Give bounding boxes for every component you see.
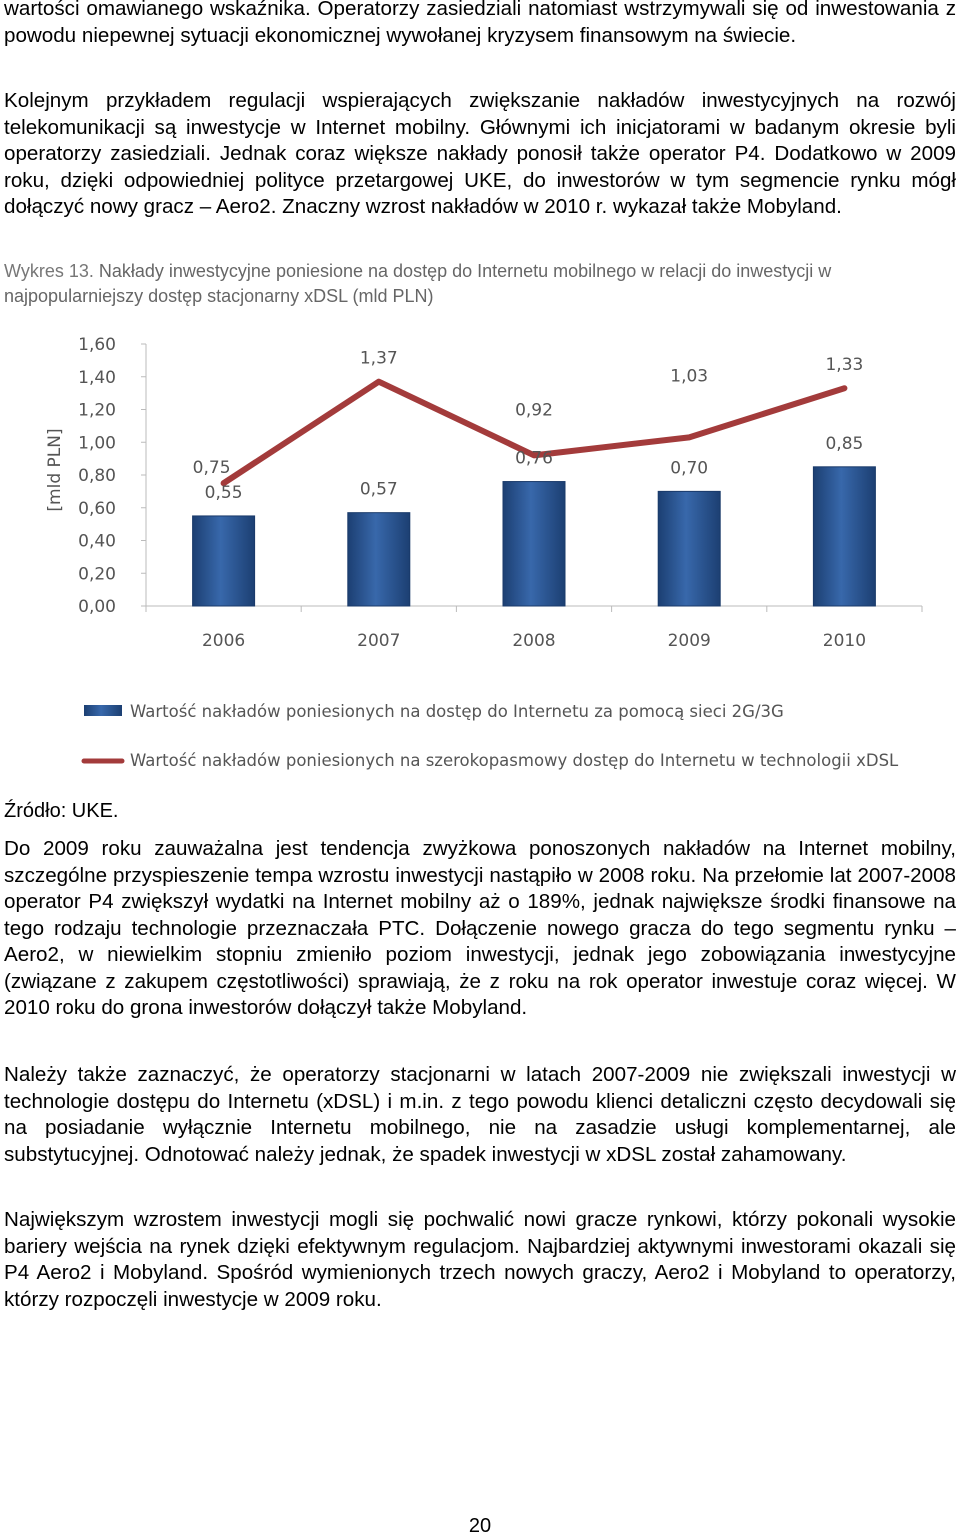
x-tick-label: 2009: [667, 631, 711, 651]
y-tick-label: 1,40: [78, 367, 116, 388]
bar-value-label: 0,76: [515, 448, 553, 469]
paragraph-1: wartości omawianego wskaźnika. Operatorzy zasiedziali natomiast wstrzymywali się od inwestowania z powodu niepewnej sytuacji ekonomicznej wywołanej kryzysem finansowym na świecie.: [4, 0, 956, 47]
paragraph-4: Należy także zaznaczyć, że operatorzy stacjonarni w latach 2007-2009 nie zwiększali inwestycji w technologie dostępu do Internetu (xDSL) i m.in. z tego powodu klienci detaliczni często decydowali się na posiadanie wyłącznie Internetu mobilnego, nie na zasadzie usługi komplementarnej, ale substytucyjnej. Odnotować należy jednak, że spadek inwestycji w xDSL został zahamowany.: [4, 1063, 956, 1166]
legend: [84, 702, 899, 770]
bar-value-label: 0,55: [204, 482, 243, 503]
bar-value-label: 0,57: [359, 479, 398, 500]
line-point: [687, 435, 691, 439]
paragraph-3: Do 2009 roku zauważalna jest tendencja zwyżkowa ponoszonych nakładów na Internet mobilny, szczególne przyspieszenie tempa wzrostu inwestycji nastąpiło w 2008 roku. Na przełomie lat 2007-2008 operator P4 zwiększył wydatki na Internet mobilny aż o 189%, jednak największe środki finansowe na tego rodzaju technologie przeznaczała PTC. Dołączenie nowego gracza do tego segmentu rynku – Aero2, w niewielkim stopniu zmieniło poziom inwestycji, jednak jego zobowiązania inwestycyjne (związane z zakupem częstotliwości) sprawiają, że z roku na rok operator inwestuje coraz więcej. W 2010 roku do grona inwestorów dołączył także Mobyland.: [4, 837, 956, 1019]
line-point: [842, 386, 846, 390]
y-tick-label: 1,20: [78, 400, 116, 421]
data-labels: [193, 349, 864, 503]
bar: [813, 467, 875, 606]
bar: [658, 491, 720, 606]
line-value-label: 1,33: [825, 355, 864, 376]
bar: [503, 482, 565, 606]
figure-caption: [4, 259, 956, 309]
y-tick-label: 0,60: [78, 498, 116, 519]
caption-text: Nakłady inwestycyjne poniesione na dostęp do Internetu mobilnego w relacji do inwestycji w najpopularniejszy dostęp stacjonarny xDSL (mld PLN): [4, 261, 832, 306]
paragraph-2: Kolejnym przykładem regulacji wspierających zwiększanie nakładów inwestycyjnych na rozwój telekomunikacji są inwestycje w Internet mobilny. Głównymi ich inicjatorami w badanym okresie byli operatorzy zasiedziali. Jednak coraz większe nakłady ponosił także operator P4. Dodatkowo w 2009 roku, dzięki odpowiedniej polityce przetargowej UKE, do inwestorów w tym segmencie rynku mógł dołączyć nowy gracz – Aero2. Znaczny wzrost nakładów w 2010 r. wykazał także Mobyland.: [4, 89, 956, 218]
line-series: [222, 380, 847, 486]
line-point: [377, 380, 381, 384]
paragraph-5: Największym wzrostem inwestycji mogli się pochwalić nowi gracze rynkowi, którzy pokonali wysokie bariery wejścia na rynek dzięki efektywnym regulacjom. Najbardziej aktywnymi inwestorami okazali się P4 Aero2 i Mobyland. Spośród wymienionych trzech nowych graczy, Aero2 i Mobyland to operatorzy, którzy rozpoczęli inwestycje w 2009 roku.: [4, 1208, 956, 1311]
bar-value-label: 0,70: [670, 458, 709, 479]
x-tick-label: 2006: [201, 631, 246, 651]
y-axis-label: [mld PLN]: [45, 428, 65, 512]
y-tick-label: 0,40: [78, 531, 116, 552]
bar-value-label: 0,85: [825, 433, 864, 454]
bar: [348, 513, 410, 606]
y-tick-label: 0,20: [78, 564, 116, 585]
y-tick-label: 0,00: [78, 597, 116, 617]
x-axis: [146, 606, 922, 651]
x-tick-label: 2010: [822, 631, 867, 651]
legend-line-label: Wartość nakładów poniesionych na szerokopasmowy dostęp do Internetu w technologii xDSL: [130, 751, 899, 770]
y-axis: [78, 335, 146, 617]
y-tick-label: 0,80: [78, 466, 116, 486]
page-number: 20: [468, 1515, 492, 1537]
source-note: Źródło: UKE.: [4, 800, 119, 822]
bar-series: [193, 467, 876, 606]
caption-label: Wykres 13.: [4, 261, 94, 281]
y-tick-label: 1,00: [78, 433, 116, 454]
legend-bar-label: Wartość nakładów poniesionych na dostęp do Internetu za pomocą sieci 2G/3G: [130, 702, 784, 721]
investment-chart: [0, 320, 960, 790]
line-value-label: 1,03: [670, 366, 709, 387]
x-tick-label: 2007: [357, 631, 401, 651]
x-tick-label: 2008: [512, 631, 556, 651]
line-value-label: 0,75: [192, 458, 231, 479]
bar: [193, 516, 255, 606]
line-value-label: 0,92: [515, 400, 553, 421]
y-tick-label: 1,60: [78, 335, 116, 355]
line-value-label: 1,37: [359, 348, 398, 369]
legend-bar-swatch: [84, 705, 122, 716]
